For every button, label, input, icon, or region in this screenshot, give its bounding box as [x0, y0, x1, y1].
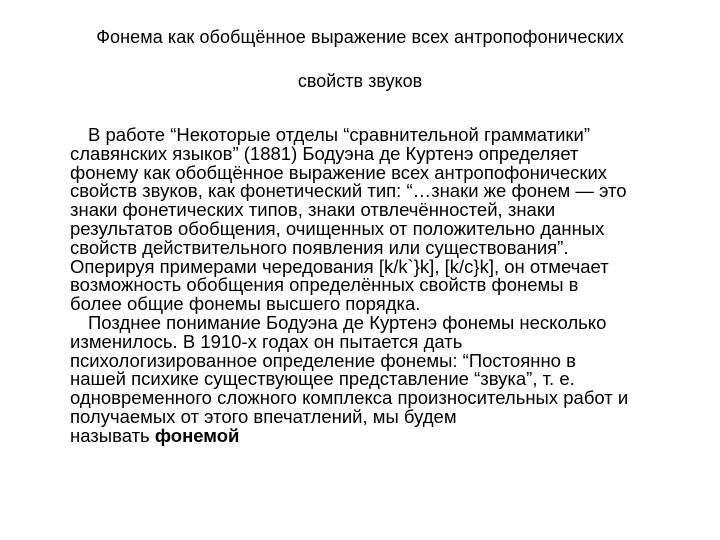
slide-title-line-2: свойств звуков [297, 71, 423, 91]
paragraph-2-line: нашей психике существующее представление “звука”, т. е. [70, 368, 575, 390]
paragraph-1-line: фонему как обобщённое выражение всех антропофонических [70, 161, 608, 183]
paragraph-1-line: знаки фонетических типов, знаки отвлечённостей, знаки [70, 199, 556, 221]
paragraph-2-line: получаемых от этого впечатлений, мы будем [70, 405, 457, 427]
paragraph-1 [70, 126, 710, 314]
paragraph-2 [70, 311, 710, 446]
term-phoneme: фонемой [154, 424, 240, 446]
paragraph-1-line: Оперируя примерами чередования [k/k`}k], [k/c}k], он отмечает [70, 255, 609, 277]
paragraph-1-line: В работе “Некоторые отделы “сравнительной грамматики” [88, 124, 590, 145]
paragraph-1-line: более общие фонемы высшего порядка. [70, 293, 421, 315]
paragraph-1-line: возможность обобщения определённых свойств фонемы в [70, 274, 579, 296]
paragraph-1-line: свойств звуков, как фонетический тип: “…знаки же фонем — это [70, 180, 627, 202]
paragraph-1-line: славянских языков” (1881) Бодуэна де Куртенэ определяет [70, 142, 579, 164]
paragraph-1-line: свойств действительного появления или существования”. [70, 236, 569, 258]
slide-title-line-1: Фонема как обобщённое выражение всех антропофонических [96, 27, 624, 47]
paragraph-2-last-line [70, 424, 710, 446]
paragraph-2-line: изменилось. В 1910-х годах он пытается дать [70, 330, 463, 352]
paragraph-1-line: результатов обобщения, очищенных от положительно данных [70, 217, 605, 239]
last-line-prefix: называть [70, 424, 155, 446]
body-text [70, 126, 710, 446]
paragraph-2-line: Позднее понимание Бодуэна де Куртенэ фонемы несколько [88, 311, 607, 333]
paragraph-2-line: психологизированное определение фонемы: “Постоянно в [70, 349, 576, 371]
paragraph-2-line: одновременного сложного комплекса произносительных работ и [70, 387, 629, 409]
